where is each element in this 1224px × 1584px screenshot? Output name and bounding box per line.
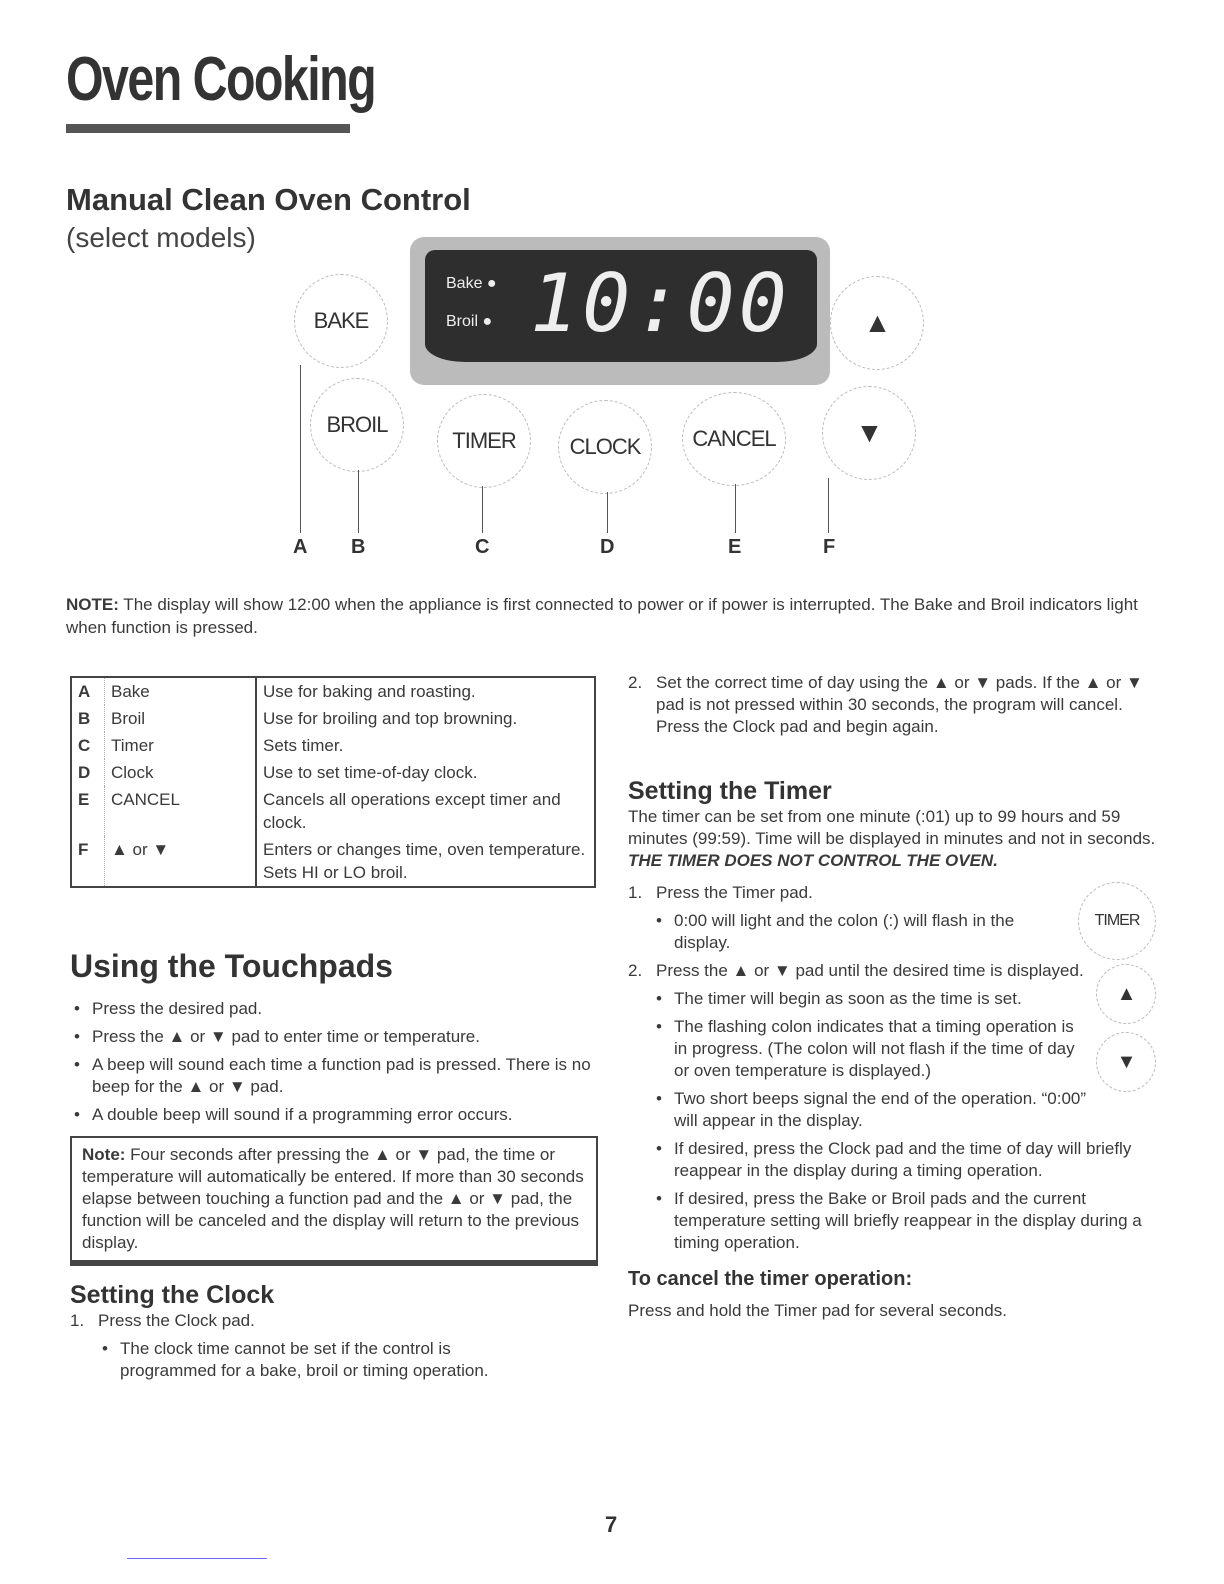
timer-pad-illustration: TIMER: [1078, 882, 1156, 960]
cancel-timer-text: Press and hold the Timer pad for several seconds.: [628, 1301, 1007, 1320]
left-column: [70, 946, 600, 1388]
list-item: • Press the desired pad.: [70, 998, 600, 1020]
pad-key: A: [71, 677, 105, 705]
broil-pad[interactable]: BROIL: [310, 378, 404, 472]
touchpads-list: [70, 998, 600, 1126]
timer-pad[interactable]: TIMER: [437, 394, 531, 488]
footer-rule: [127, 1558, 267, 1559]
callout-d: D: [600, 536, 615, 558]
list-item: • A double beep will sound if a programming error occurs.: [70, 1104, 600, 1126]
table-row: [71, 786, 595, 836]
list-item: • The flashing colon indicates that a timing operation is in progress. (The colon will not flash if the time of day or oven temperature is displayed.): [652, 1016, 1156, 1082]
bake-indicator-label: Bake: [446, 275, 483, 292]
note-text: Four seconds after pressing the ▲ or ▼ pad, the time or temperature will automatically be entered. If more than 30 seconds elapse between touching a function pad and the ▲ or ▼ pad, the function will be canceled and the display will return to the previous display.: [82, 1145, 584, 1252]
section-subtitle: (select models): [66, 222, 256, 253]
title-underline: [66, 124, 350, 133]
clock-step-1: 1. Press the Clock pad.: [70, 1311, 255, 1330]
section-title: Manual Clean Oven Control: [66, 182, 471, 217]
list-item: • The clock time cannot be set if the control is programmed for a bake, broil or timing operation.: [98, 1338, 538, 1382]
pad-key: E: [71, 786, 105, 836]
list-item: • A beep will sound each time a function pad is pressed. There is no beep for the ▲ or ▼ pad.: [70, 1054, 600, 1098]
note-text: The display will show 12:00 when the appliance is first connected to power or if power is interrupted. The Bake and Broil indicators light when function is pressed.: [66, 595, 1138, 637]
pad-description: Enters or changes time, oven temperature. Sets HI or LO broil.: [263, 840, 586, 882]
broil-indicator-label: Broil: [446, 313, 479, 330]
pad-description: Cancels all operations except timer and clock.: [263, 790, 561, 832]
leader-line-c: [482, 486, 483, 533]
pad-name: Clock: [105, 759, 257, 786]
leader-line-b: [358, 470, 359, 533]
up-arrow-pad[interactable]: ▲: [830, 276, 924, 370]
down-arrow-illustration: ▼: [1096, 1032, 1156, 1092]
callout-a: A: [293, 536, 308, 558]
page-number: 7: [605, 1512, 618, 1537]
up-arrow-illustration: ▲: [1096, 964, 1156, 1024]
timer-step-1-bullets: [652, 910, 1156, 954]
callout-c: C: [475, 536, 490, 558]
note-label: NOTE:: [66, 595, 119, 614]
timer-step-1: 1. Press the Timer pad.: [628, 883, 813, 902]
touchpads-note-box: [70, 1136, 598, 1266]
leader-line-a: [300, 365, 301, 533]
note-label: Note:: [82, 1145, 126, 1164]
broil-indicator: Broil ●: [446, 313, 493, 330]
list-item: • If desired, press the Clock pad and the time of day will briefly reappear in the display during a timing operation.: [652, 1138, 1156, 1182]
intro-text: The timer can be set from one minute (:01) up to 99 hours and 59 minutes (99:59). Time will be displayed in minutes and not in seconds.: [628, 807, 1156, 848]
table-row: [71, 677, 595, 705]
step-text: Press the Clock pad.: [98, 1311, 255, 1330]
list-item: • Two short beeps signal the end of the operation. “0:00” will appear in the display.: [652, 1088, 1156, 1132]
pad-key: B: [71, 705, 105, 732]
pad-name: Timer: [105, 732, 257, 759]
right-column: [628, 672, 1156, 1322]
pad-key: C: [71, 732, 105, 759]
table-row: [71, 705, 595, 732]
clock-pad[interactable]: CLOCK: [558, 400, 652, 494]
timer-step-2: 2. Press the ▲ or ▼ pad until the desired time is displayed.: [628, 961, 1084, 980]
pad-name: Broil: [105, 705, 257, 732]
table-row: [71, 732, 595, 759]
timer-intro: [628, 806, 1156, 872]
leader-line-d: [607, 492, 608, 533]
pad-description: Use for baking and roasting.: [263, 682, 476, 701]
clock-step-2: 2. Set the correct time of day using the ▲ or ▼ pads. If the ▲ or ▼ pad is not pressed within 30 seconds, the program will cancel. Press the Clock pad and begin again.: [628, 673, 1143, 736]
pad-description: Sets timer.: [263, 736, 344, 755]
timer-step-2-bullets: [652, 988, 1156, 1254]
callout-b: B: [351, 536, 366, 558]
pad-description: Use for broiling and top browning.: [263, 709, 518, 728]
cancel-timer-heading: To cancel the timer operation:: [628, 1268, 913, 1290]
list-item: • 0:00 will light and the colon (:) will flash in the display.: [652, 910, 1156, 954]
pad-key: F: [71, 836, 105, 887]
page-title: Oven Cooking: [66, 45, 376, 114]
list-item: • If desired, press the Bake or Broil pads and the current temperature setting will briefly reappear in the display during a timing operation.: [652, 1188, 1156, 1254]
pad-key: D: [71, 759, 105, 786]
list-item: • Press the ▲ or ▼ pad to enter time or temperature.: [70, 1026, 600, 1048]
callout-f: F: [823, 536, 836, 558]
intro-emphasis: THE TIMER DOES NOT CONTROL THE OVEN.: [628, 851, 998, 870]
pad-name: ▲ or ▼: [105, 836, 257, 887]
table-row: [71, 836, 595, 887]
display-time: 10:00: [530, 257, 791, 350]
clock-heading: Setting the Clock: [70, 1281, 275, 1309]
pad-name: CANCEL: [105, 786, 257, 836]
pad-name: Bake: [105, 677, 257, 705]
step-text: Set the correct time of day using the ▲ or ▼ pads. If the ▲ or ▼ pad is not pressed within 30 seconds, the program will cancel. Press the Clock pad and begin again.: [656, 673, 1143, 736]
list-item: • The timer will begin as soon as the time is set.: [652, 988, 1156, 1010]
bake-indicator: Bake ●: [446, 275, 497, 292]
step-text: Press the Timer pad.: [656, 883, 813, 902]
display-note: [66, 593, 1156, 639]
down-arrow-pad[interactable]: ▼: [822, 386, 916, 480]
pad-reference-table: [70, 676, 596, 888]
step-text: Press the ▲ or ▼ pad until the desired time is displayed.: [656, 961, 1084, 980]
leader-line-f: [828, 478, 829, 533]
touchpads-heading: Using the Touchpads: [70, 948, 393, 984]
callout-e: E: [728, 536, 742, 558]
cancel-pad[interactable]: CANCEL: [682, 392, 786, 486]
pad-description: Use to set time-of-day clock.: [263, 763, 478, 782]
bake-pad[interactable]: BAKE: [294, 274, 388, 368]
timer-heading: Setting the Timer: [628, 777, 832, 805]
leader-line-e: [735, 484, 736, 533]
clock-step-1-bullets: [98, 1338, 538, 1382]
table-row: [71, 759, 595, 786]
